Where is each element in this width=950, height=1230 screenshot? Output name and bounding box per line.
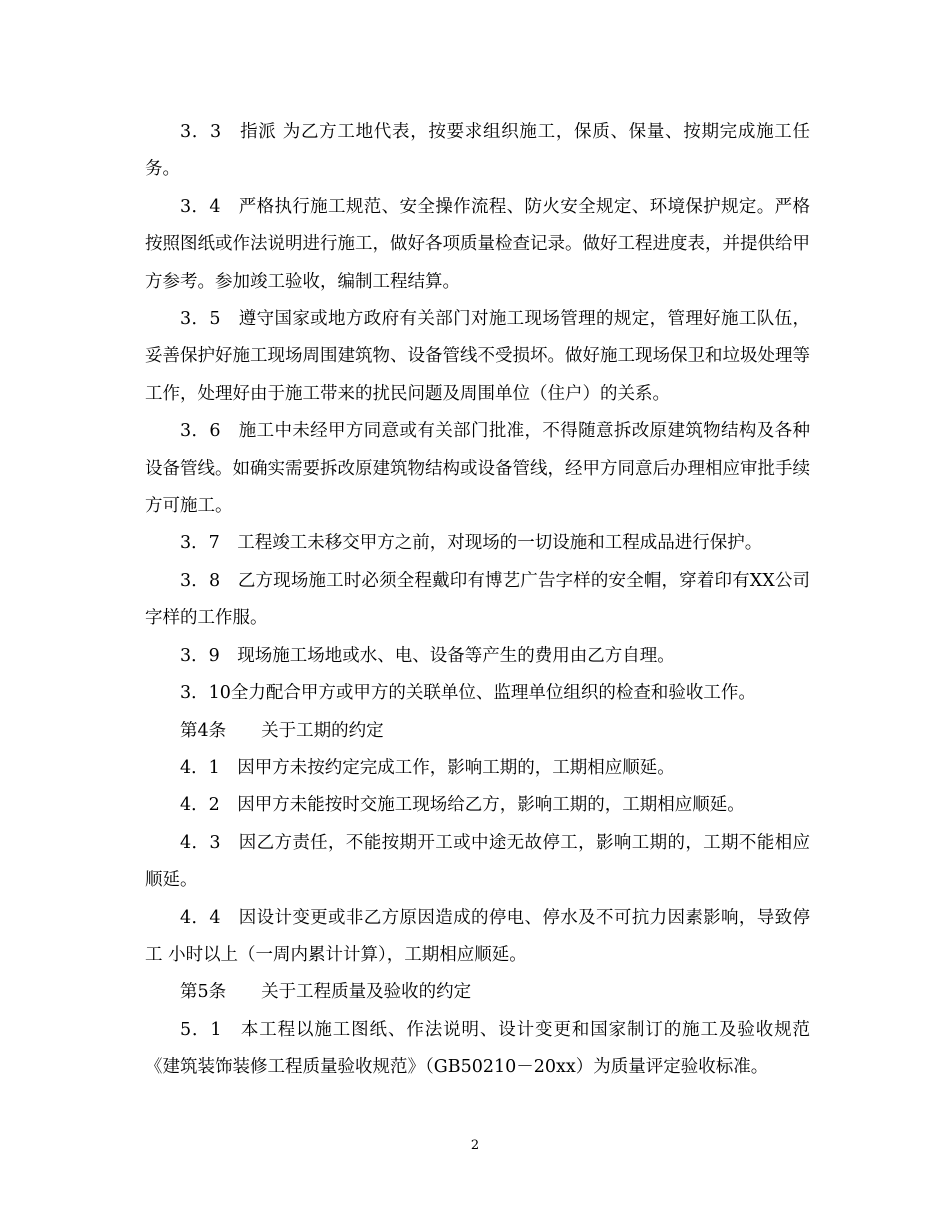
page-number: 2 — [470, 1138, 480, 1153]
clause-4-1: 4．1 因甲方未按约定完成工作，影响工期的，工期相应顺延。 — [180, 757, 675, 778]
clause-3-9: 3．9 现场施工场地或水、电、设备等产生的费用由乙方自理。 — [180, 645, 675, 666]
clause-4-2: 4．2 因甲方未能按时交施工现场给乙方，影响工期的，工期相应顺延。 — [180, 795, 745, 816]
clause-4-4: 4．4 因设计变更或非乙方原因造成的停电、停水及不可抗力因素影响，导致停工 小时以上（一周内累计计算），工期相应顺延。 — [145, 907, 810, 965]
clause-3-4: 3．4 严格执行施工规范、安全操作流程、防火安全规定、环境保护规定。严格按照图纸或作法说明进行施工，做好各项质量检查记录。做好工程进度表，并提供给甲方参考。参加竣工验收，编制工程结算。 — [145, 196, 810, 292]
article-4-heading: 第4条 关于工期的约定 — [180, 720, 384, 741]
clause-3-10: 3．10全力配合甲方或甲方的关联单位、监理单位组织的检查和验收工作。 — [180, 683, 756, 704]
clause-3-5: 3．5 遵守国家或地方政府有关部门对施工现场管理的规定，管理好施工队伍，妥善保护好施工现场周围建筑物、设备管线不受损坏。做好施工现场保卫和垃圾处理等工作，处理好由于施工带来的扰民问题及周围单位（住户）的关系。 — [145, 309, 810, 404]
clause-3-3: 3．3 指派 为乙方工地代表，按要求组织施工，保质、保量、按期完成施工任务。 — [145, 122, 810, 180]
article-5-heading: 第5条 关于工程质量及验收的约定 — [180, 982, 472, 1003]
clause-3-7: 3．7 工程竣工未移交甲方之前，对现场的一切设施和工程成品进行保护。 — [180, 533, 763, 554]
document-body — [145, 114, 810, 1087]
clause-3-8: 3．8 乙方现场施工时必须全程戴印有博艺广告字样的安全帽，穿着印有XX公司字样的工作服。 — [145, 570, 810, 629]
clause-3-6: 3．6 施工中未经甲方同意或有关部门批准，不得随意拆改原建筑物结构及各种设备管线。如确实需要拆改原建筑物结构或设备管线，经甲方同意后办理相应审批手续方可施工。 — [145, 421, 810, 517]
clause-4-3: 4．3 因乙方责任，不能按期开工或中途无故停工，影响工期的，工期不能相应顺延。 — [145, 832, 810, 891]
clause-5-1: 5．1 本工程以施工图纸、作法说明、设计变更和国家制订的施工及验收规范《建筑装饰装修工程质量验收规范》（GB50210－20xx）为质量评定验收标准。 — [145, 1019, 810, 1078]
